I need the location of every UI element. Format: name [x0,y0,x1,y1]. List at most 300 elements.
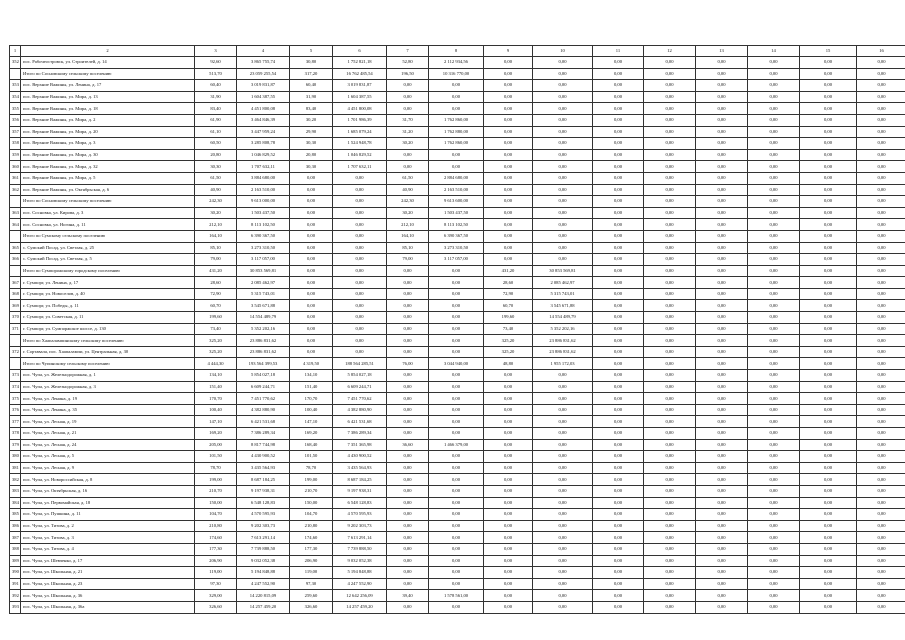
value-cell: 0,00 [800,451,857,463]
data-table [9,45,905,614]
value-cell: 0,00 [748,497,800,509]
value-cell: 147,10 [195,416,237,428]
value-cell: 0,00 [857,149,905,161]
value-cell: 0,00 [857,416,905,428]
value-cell: 0,00 [857,207,905,219]
value-cell: 85,10 [387,242,429,254]
row-number-cell: 378 [10,428,21,440]
value-cell: 61,50 [387,172,429,184]
value-cell: 0,00 [533,172,593,184]
value-cell: 0,00 [644,161,696,173]
value-cell: 0,00 [290,207,333,219]
value-cell: 0,00 [593,219,644,231]
value-cell: 0,00 [644,288,696,300]
value-cell: 0,00 [533,370,593,382]
value-cell: 6 421 531,68 [333,416,387,428]
value-cell: 0,00 [748,555,800,567]
value-cell: 0,00 [333,300,387,312]
address-cell: пос. Чупа, ул. Железнодорожная, д. 1 [21,370,195,382]
value-cell: 210,70 [290,485,333,497]
value-cell: 0,00 [644,184,696,196]
address-cell: пос. Чупа, ул. Октябрьская, д. 16 [21,485,195,497]
value-cell: 3 435 564,93 [237,462,290,474]
value-cell: 0,00 [857,184,905,196]
value-cell: 7 386 289,34 [333,428,387,440]
value-cell: 0,00 [644,509,696,521]
value-cell: 0,00 [533,497,593,509]
value-cell: 151,40 [290,381,333,393]
value-cell: 0,00 [800,381,857,393]
row-number-cell: 383 [10,485,21,497]
value-cell: 31,90 [195,91,237,103]
table-row [10,149,905,161]
value-cell: 0,00 [748,520,800,532]
value-cell: 0,00 [593,230,644,242]
value-cell: 1 466 379,00 [429,439,484,451]
value-cell: 174,60 [195,532,237,544]
value-cell: 325,20 [195,335,237,347]
value-cell: 0,00 [484,428,533,440]
row-number-cell: 361 [10,172,21,184]
value-cell: 0,00 [533,474,593,486]
value-cell: 0,00 [593,567,644,579]
address-cell: г. Сумпорг, ул. Советская, д. 11 [21,312,195,324]
value-cell: 0,00 [696,555,748,567]
table-row [10,288,905,300]
value-cell: 0,00 [644,230,696,242]
value-cell: 3 545 671,88 [237,300,290,312]
value-cell: 5 854 027,18 [237,370,290,382]
value-cell: 0,00 [696,103,748,115]
value-cell: 0,00 [748,404,800,416]
value-cell: 30,20 [387,207,429,219]
value-cell: 0,00 [857,68,905,80]
value-cell: 0,00 [644,404,696,416]
value-cell: 169,20 [290,428,333,440]
value-cell: 0,00 [696,149,748,161]
row-number-cell: 390 [10,567,21,579]
value-cell: 0,00 [644,578,696,590]
value-cell: 0,00 [533,91,593,103]
table-row [10,80,905,92]
row-number-cell: 381 [10,462,21,474]
value-cell: 104,70 [290,509,333,521]
row-number-cell: 373 [10,370,21,382]
value-cell: 0,00 [533,404,593,416]
value-cell: 150,00 [195,497,237,509]
address-cell: пос. Чупа, ул. Ленина, д. 35 [21,404,195,416]
address-cell: пос. Чупа, ул. Шевченко, д. 17 [21,555,195,567]
value-cell: 0,00 [748,370,800,382]
row-number-cell: 380 [10,451,21,463]
value-cell: 0,00 [387,370,429,382]
value-cell: 0,00 [484,404,533,416]
value-cell: 0,00 [593,57,644,69]
value-cell: 0,00 [593,462,644,474]
header-cell: 8 [429,46,484,57]
value-cell: 0,00 [429,601,484,613]
value-cell: 3 117 057,00 [429,254,484,266]
value-cell: 0,00 [857,451,905,463]
value-cell: 0,00 [748,601,800,613]
value-cell: 72,90 [195,288,237,300]
value-cell: 212,10 [387,219,429,231]
value-cell: 0,00 [800,68,857,80]
value-cell: 0,00 [800,358,857,370]
value-cell: 0,00 [429,335,484,347]
value-cell: 0,00 [857,265,905,277]
value-cell: 0,00 [593,312,644,324]
value-cell: 0,00 [696,126,748,138]
value-cell: 0,00 [748,288,800,300]
value-cell: 0,00 [593,126,644,138]
value-cell: 1 762 860,00 [429,114,484,126]
address-cell: пос. Верхние Важины, ул. Мира, д. 3 [21,138,195,150]
value-cell: 9 032 052,38 [237,555,290,567]
value-cell: 7 451 770,62 [237,393,290,405]
value-cell: 23 886 831,62 [237,335,290,347]
value-cell: 97,30 [195,578,237,590]
value-cell: 1 762 860,00 [429,138,484,150]
value-cell: 0,00 [800,80,857,92]
value-cell: 0,00 [857,358,905,370]
value-cell: 0,00 [644,567,696,579]
value-cell: 0,00 [696,381,748,393]
value-cell: 0,00 [387,300,429,312]
address-cell: пос. Верхние Важины, ул. Октябрьская, д. 6 [21,184,195,196]
value-cell: 3 273 310,50 [237,242,290,254]
value-cell: 0,00 [748,312,800,324]
value-cell: 0,00 [533,196,593,208]
row-number-cell: 368 [10,288,21,300]
value-cell: 0,00 [387,323,429,335]
value-cell: 20,80 [195,149,237,161]
value-cell: 6 390 367,50 [429,230,484,242]
value-cell: 0,00 [387,578,429,590]
value-cell: 0,00 [748,485,800,497]
value-cell: 4 247 552,90 [333,578,387,590]
table-body [10,46,905,614]
value-cell: 0,00 [484,451,533,463]
value-cell: 170,70 [290,393,333,405]
value-cell: 0,00 [484,393,533,405]
value-cell: 0,00 [593,335,644,347]
row-number-cell: 363 [10,207,21,219]
row-number-cell: 375 [10,393,21,405]
table-row [10,381,905,393]
value-cell: 199,00 [195,474,237,486]
subtotal-row [10,230,905,242]
value-cell: 0,00 [800,370,857,382]
value-cell: 513,70 [195,68,237,80]
table-row [10,219,905,231]
value-cell: 0,00 [484,219,533,231]
table-row [10,277,905,289]
value-cell: 0,00 [696,254,748,266]
value-cell: 0,00 [593,590,644,602]
value-cell: 0,00 [644,474,696,486]
value-cell: 0,00 [484,381,533,393]
value-cell: 7 451 770,62 [333,393,387,405]
value-cell: 0,00 [644,126,696,138]
address-cell: г. Сортавала, пос. Хаапалампи, ул. Центральная, д. 30 [21,346,195,358]
value-cell: 0,00 [800,207,857,219]
table-row [10,451,905,463]
value-cell: 0,00 [593,254,644,266]
value-cell: 7 739 888,50 [333,543,387,555]
value-cell: 0,00 [696,323,748,335]
value-cell: 169,20 [195,428,237,440]
value-cell: 3 865 755,74 [237,57,290,69]
value-cell: 0,00 [533,254,593,266]
value-cell: 0,00 [533,578,593,590]
value-cell: 0,00 [696,590,748,602]
value-cell: 0,00 [484,485,533,497]
address-cell: пос. Чупа, ул. Железнодорожная, д. 3 [21,381,195,393]
value-cell: 0,00 [429,91,484,103]
value-cell: 0,00 [484,161,533,173]
value-cell: 119,00 [195,567,237,579]
value-cell: 0,00 [429,428,484,440]
value-cell: 0,00 [748,462,800,474]
value-cell: 0,00 [533,57,593,69]
value-cell: 242,30 [387,196,429,208]
value-cell: 0,00 [696,485,748,497]
value-cell: 0,00 [800,114,857,126]
value-cell: 0,00 [857,219,905,231]
value-cell: 30,80 [290,57,333,69]
value-cell: 0,00 [644,196,696,208]
value-cell: 0,00 [696,474,748,486]
value-cell: 0,00 [387,416,429,428]
value-cell: 0,00 [387,497,429,509]
value-cell: 0,00 [387,288,429,300]
value-cell: 5 352 202,16 [237,323,290,335]
value-cell: 0,00 [644,393,696,405]
value-cell: 5 315 743,01 [533,288,593,300]
value-cell: 0,00 [387,567,429,579]
row-number-cell: 389 [10,555,21,567]
value-cell: 83,40 [195,103,237,115]
value-cell: 9 197 938,31 [333,485,387,497]
value-cell: 0,00 [644,57,696,69]
value-cell: 0,00 [857,254,905,266]
value-cell: 0,00 [748,230,800,242]
value-cell: 0,00 [429,103,484,115]
value-cell: 0,00 [696,312,748,324]
value-cell: 0,00 [857,543,905,555]
value-cell: 0,00 [290,323,333,335]
table-row [10,323,905,335]
value-cell: 259,60 [290,590,333,602]
value-cell: 0,00 [290,265,333,277]
value-cell: 0,00 [429,497,484,509]
value-cell: 0,00 [857,462,905,474]
value-cell: 100,40 [195,404,237,416]
value-cell: 0,00 [333,230,387,242]
header-cell: 14 [748,46,800,57]
value-cell: 0,00 [644,323,696,335]
value-cell: 0,00 [857,474,905,486]
value-cell: 30,30 [195,161,237,173]
value-cell: 40,90 [195,184,237,196]
value-cell: 0,00 [857,497,905,509]
value-cell: 52,80 [387,57,429,69]
value-cell: 0,00 [857,172,905,184]
value-cell: 0,00 [644,300,696,312]
subtotal-label-cell: Итого по Сосновскому сельскому поселению [21,68,195,80]
value-cell: 0,00 [429,381,484,393]
value-cell: 206,90 [290,555,333,567]
value-cell: 0,00 [593,474,644,486]
value-cell: 0,00 [484,416,533,428]
address-cell: пос. Верхние Важины, ул. Мира, д. 20 [21,126,195,138]
value-cell: 0,00 [748,300,800,312]
table-row [10,161,905,173]
value-cell: 0,00 [800,312,857,324]
value-cell: 0,00 [484,439,533,451]
value-cell: 0,00 [533,485,593,497]
row-number-cell [10,230,21,242]
value-cell: 0,00 [748,474,800,486]
subtotal-row [10,358,905,370]
value-cell: 0,00 [593,451,644,463]
value-cell: 2 163 510,00 [429,184,484,196]
value-cell: 7 613 291,14 [237,532,290,544]
value-cell: 9 613 600,00 [429,196,484,208]
value-cell: 0,00 [593,543,644,555]
header-cell: 6 [333,46,387,57]
value-cell: 0,00 [644,103,696,115]
value-cell: 170,70 [195,393,237,405]
value-cell: 0,00 [333,254,387,266]
value-cell: 0,00 [387,532,429,544]
address-cell: пос. Чупа, ул. Лесная, д. 5 [21,451,195,463]
address-cell: пос. Чупа, ул. Первомайская, д. 18 [21,497,195,509]
value-cell: 0,00 [644,370,696,382]
value-cell: 0,00 [484,172,533,184]
value-cell: 16 762 485,54 [333,68,387,80]
value-cell: 1 707 632,11 [333,161,387,173]
value-cell: 39,40 [387,590,429,602]
value-cell: 0,00 [748,277,800,289]
value-cell: 6 548 128,83 [237,497,290,509]
header-cell: 11 [593,46,644,57]
value-cell: 0,00 [533,126,593,138]
value-cell: 0,00 [748,543,800,555]
value-cell: 0,00 [696,578,748,590]
value-cell: 0,00 [696,567,748,579]
value-cell: 4 451 800,08 [333,103,387,115]
value-cell: 0,00 [800,555,857,567]
value-cell: 193 564 399,53 [237,358,290,370]
value-cell: 0,00 [696,57,748,69]
value-cell: 0,00 [696,393,748,405]
value-cell: 0,00 [800,578,857,590]
value-cell: 0,00 [800,543,857,555]
value-cell: 210,70 [195,485,237,497]
address-cell: г. Сумпорг, ул. Сумпоржское шоссе, д. 130 [21,323,195,335]
value-cell: 0,00 [696,196,748,208]
address-cell: с. Сумский Посад, ул. Светлая, д. 25 [21,242,195,254]
value-cell: 0,00 [748,323,800,335]
table-row [10,416,905,428]
value-cell: 0,00 [533,80,593,92]
value-cell: 0,00 [696,277,748,289]
value-cell: 8 687 184,25 [237,474,290,486]
value-cell: 0,00 [429,509,484,521]
value-cell: 72,90 [484,288,533,300]
value-cell: 0,00 [533,520,593,532]
value-cell: 0,00 [484,68,533,80]
value-cell: 0,00 [696,265,748,277]
value-cell: 0,00 [387,509,429,521]
value-cell: 0,00 [696,219,748,231]
value-cell: 0,00 [484,103,533,115]
value-cell: 0,00 [857,138,905,150]
value-cell: 0,00 [800,219,857,231]
value-cell: 0,00 [800,277,857,289]
value-cell: 0,00 [857,601,905,613]
value-cell: 0,00 [333,312,387,324]
value-cell: 0,00 [290,219,333,231]
value-cell: 168,40 [290,439,333,451]
row-number-cell [10,358,21,370]
address-cell: пос. Чупа, ул. Лесная, д. 24 [21,439,195,451]
value-cell: 0,00 [857,242,905,254]
value-cell: 0,00 [593,485,644,497]
value-cell: 151,40 [195,381,237,393]
value-cell: 0,00 [857,277,905,289]
address-cell: пос. Верхние Важины, ул. Ленина, д. 17 [21,80,195,92]
value-cell: 0,00 [593,601,644,613]
header-cell: 9 [484,46,533,57]
row-number-cell: 392 [10,590,21,602]
value-cell: 317,20 [290,68,333,80]
table-row [10,207,905,219]
value-cell: 0,00 [800,230,857,242]
value-cell: 1 503 437,50 [429,207,484,219]
value-cell: 0,00 [429,451,484,463]
value-cell: 14 220 815,09 [237,590,290,602]
value-cell: 3 273 310,50 [429,242,484,254]
value-cell: 0,00 [593,207,644,219]
address-cell: пос. Верхние Важины, ул. Мира, д. 5 [21,172,195,184]
value-cell: 2 884 680,00 [429,172,484,184]
value-cell: 10 316 770,00 [429,68,484,80]
value-cell: 3 884 680,00 [237,172,290,184]
value-cell: 60,50 [195,138,237,150]
value-cell: 0,00 [644,265,696,277]
value-cell: 0,00 [593,161,644,173]
value-cell: 0,00 [800,509,857,521]
value-cell: 0,00 [696,242,748,254]
value-cell: 0,00 [484,126,533,138]
value-cell: 1 762 880,00 [429,126,484,138]
value-cell: 23 059 255,54 [237,68,290,80]
value-cell: 30,20 [195,207,237,219]
value-cell: 0,00 [644,532,696,544]
address-cell: пос. Верхние Важины, ул. Мира, д. 18 [21,103,195,115]
address-cell: пос. Верхние Важины, ул. Мира, д. 13 [21,91,195,103]
value-cell: 0,00 [696,497,748,509]
address-cell: пос. Чупа, ул. Пушкина, д. 11 [21,509,195,521]
value-cell: 28,60 [195,277,237,289]
value-cell: 9 202 303,73 [333,520,387,532]
value-cell: 0,00 [593,381,644,393]
table-row [10,404,905,416]
value-cell: 147,10 [290,416,333,428]
